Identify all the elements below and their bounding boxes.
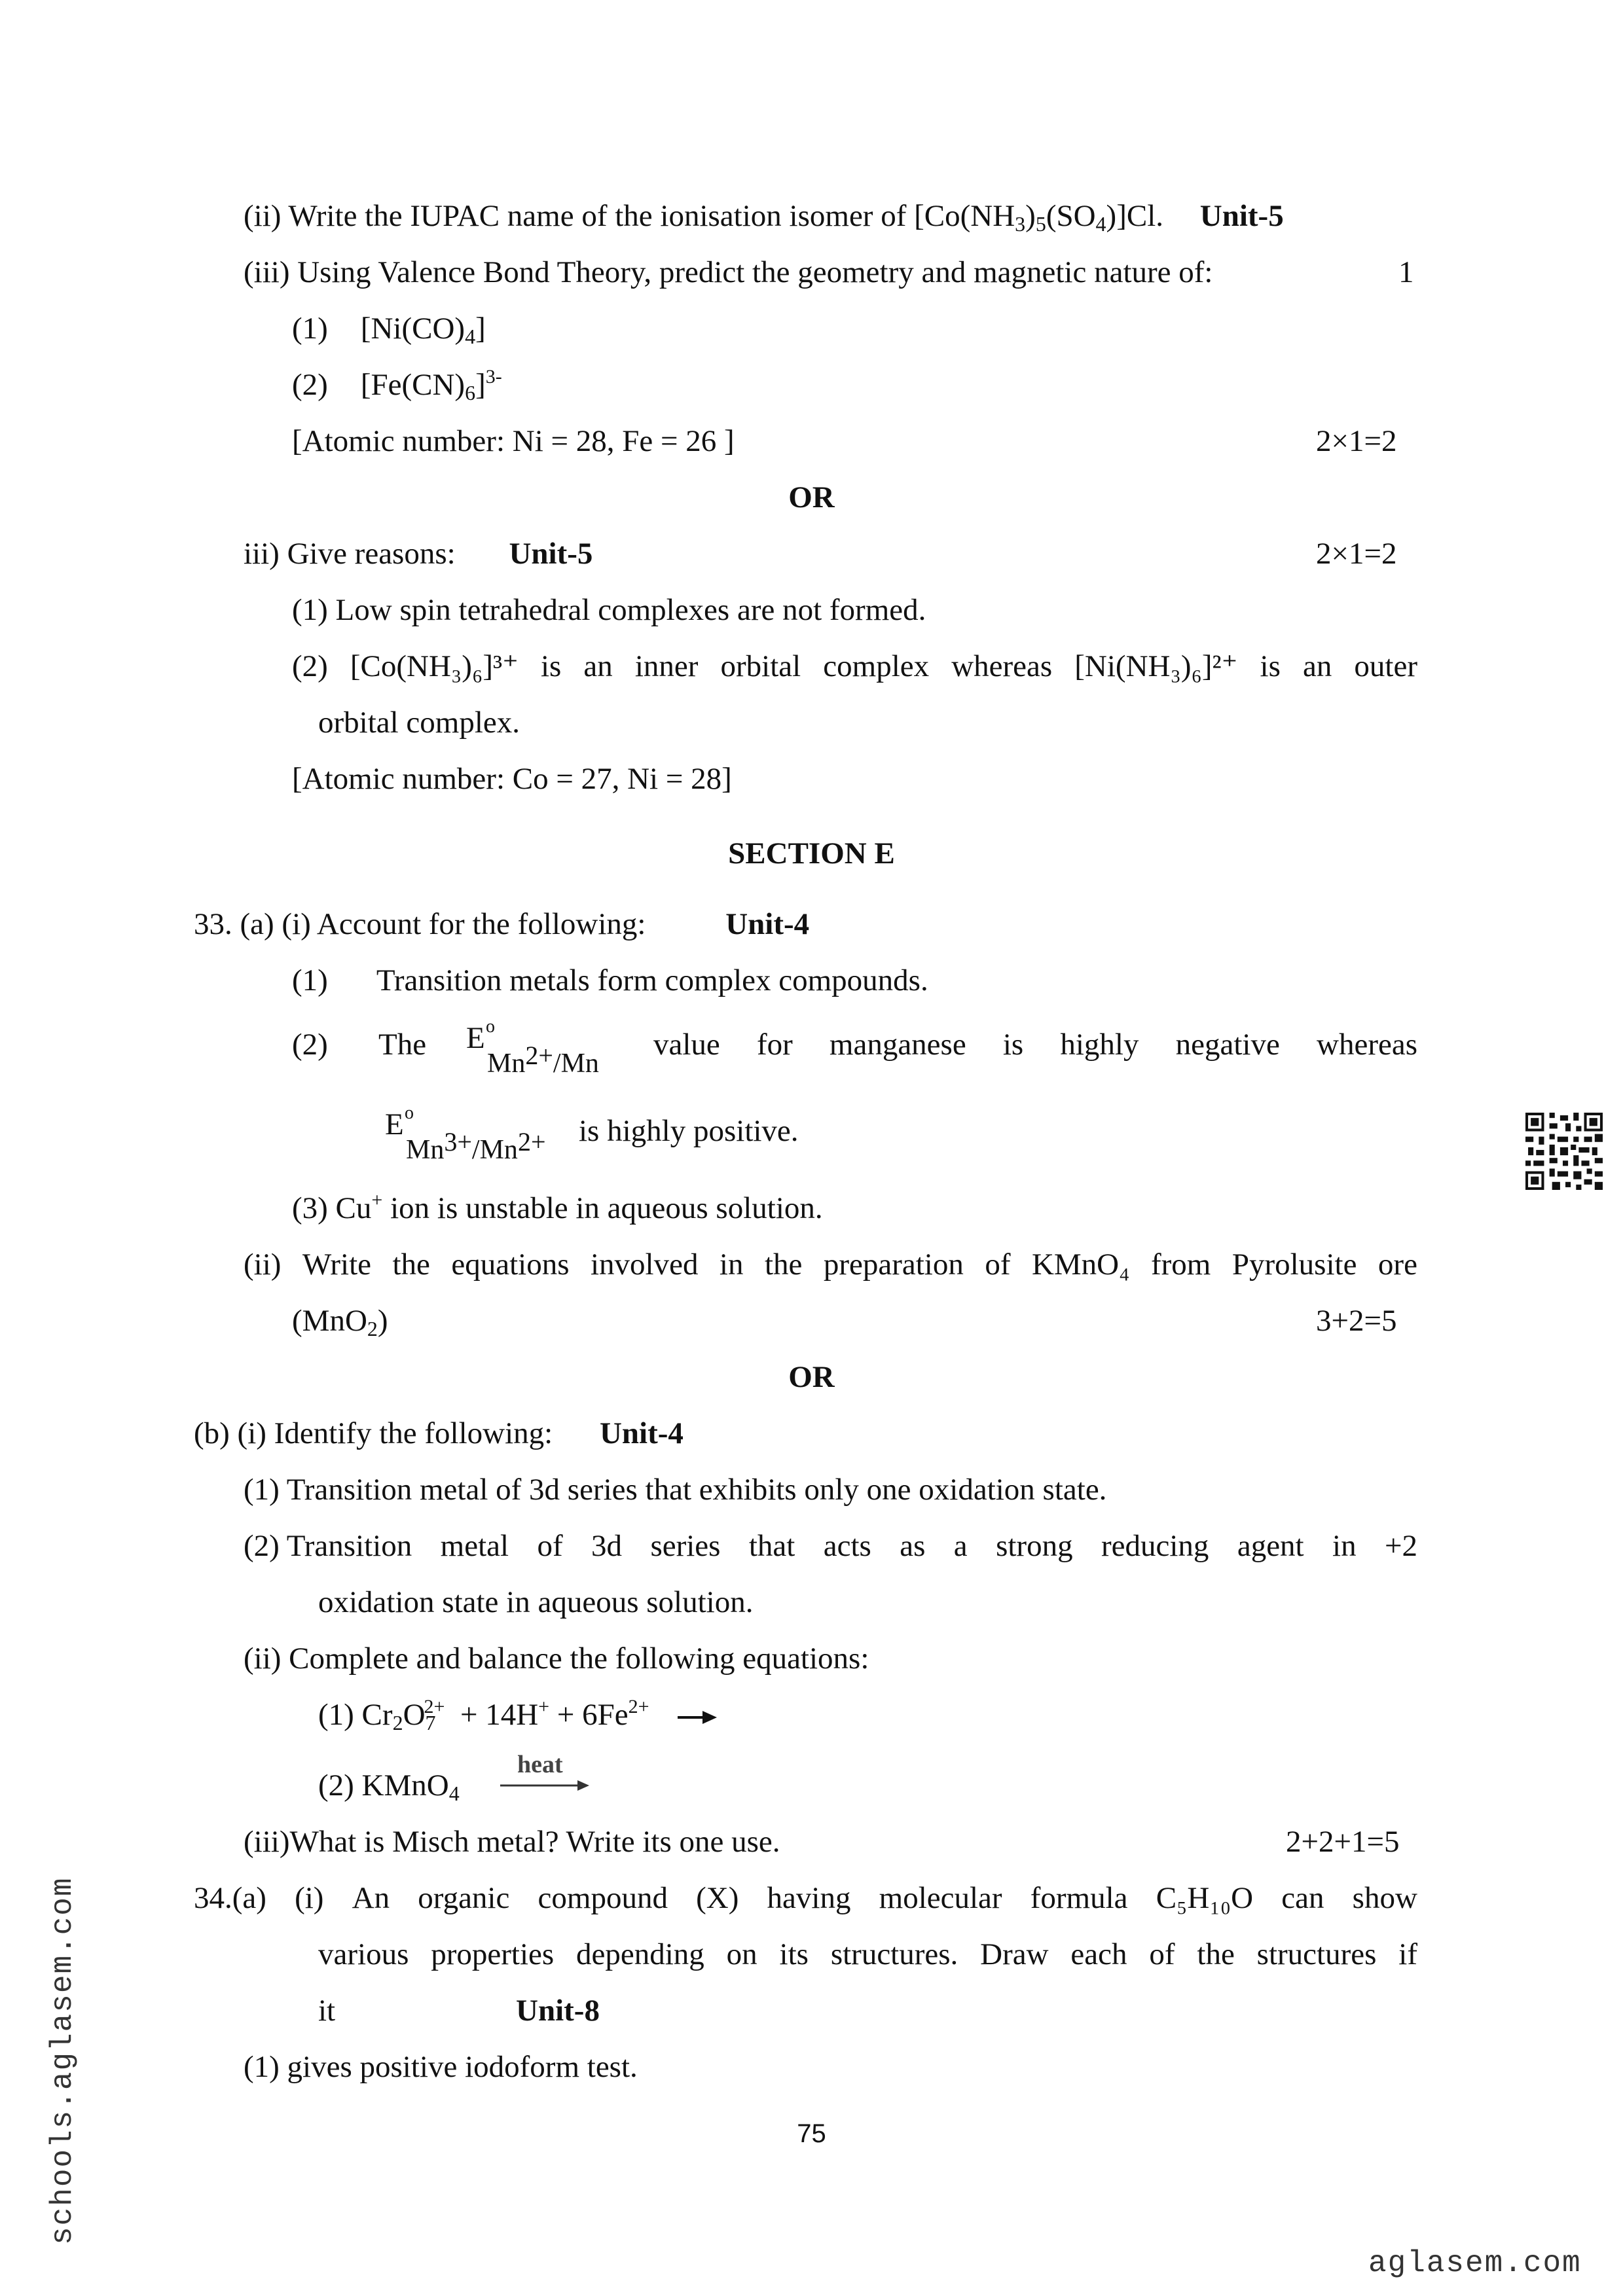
text: ] bbox=[475, 368, 486, 402]
q33a-marks: 3+2=5 bbox=[1316, 1304, 1397, 1338]
word: (2) bbox=[292, 649, 328, 683]
item-number: (1) bbox=[292, 963, 328, 997]
text: (b) (i) Identify the following: bbox=[194, 1416, 553, 1450]
word: inner bbox=[634, 649, 699, 683]
word: strong bbox=[996, 1529, 1073, 1563]
q34a-line3-it: it bbox=[318, 1994, 336, 2028]
q33b-line bbox=[194, 1415, 684, 1452]
word: is bbox=[540, 649, 562, 683]
word: for bbox=[756, 1028, 793, 1062]
sub: 6 bbox=[465, 381, 476, 404]
word: is bbox=[1260, 649, 1281, 683]
q33b-item2-cont: oxidation state in aqueous solution. bbox=[318, 1585, 754, 1619]
or-divider: OR bbox=[788, 1360, 835, 1394]
q32-iii-alt-marks: 2×1=2 bbox=[1316, 537, 1397, 571]
q33a-item3 bbox=[292, 1190, 823, 1227]
word: if bbox=[1398, 1937, 1417, 1971]
or-divider: OR bbox=[788, 480, 835, 514]
symbol: E bbox=[466, 1021, 485, 1055]
charge: 3+ bbox=[444, 1127, 472, 1157]
word: (ii) bbox=[244, 1247, 282, 1282]
word: involved bbox=[590, 1247, 699, 1282]
text: )]Cl. bbox=[1106, 199, 1164, 233]
sub: 3 bbox=[1015, 212, 1026, 236]
word: formula bbox=[1030, 1881, 1128, 1915]
sup: + bbox=[371, 1189, 383, 1211]
word: of bbox=[537, 1529, 563, 1563]
q33b-marks: 2+2+1=5 bbox=[1286, 1825, 1400, 1859]
degree: o bbox=[486, 1016, 495, 1037]
word: molecular bbox=[879, 1881, 1002, 1915]
sub: 4 bbox=[1095, 212, 1106, 236]
q33b-item2 bbox=[244, 1528, 1417, 1564]
word: compound bbox=[538, 1881, 668, 1915]
word: 3d bbox=[591, 1529, 623, 1563]
sup: 3- bbox=[485, 366, 502, 387]
electrode-potential-2 bbox=[385, 1103, 414, 1143]
word: C₅H₁₀O bbox=[1156, 1881, 1254, 1915]
text: /Mn bbox=[553, 1049, 599, 1079]
q33b-ii-line: (ii) Complete and balance the following equations: bbox=[244, 1641, 869, 1676]
word: [Ni(NH₃)₆]²⁺ bbox=[1074, 649, 1238, 683]
watermark-side[interactable]: schools.aglasem.com bbox=[46, 1876, 80, 2245]
q33a-item2-end: is highly positive. bbox=[579, 1114, 799, 1148]
text: ) bbox=[1025, 199, 1036, 233]
word: its bbox=[779, 1937, 809, 1971]
q33a-line bbox=[194, 906, 809, 942]
q32-iii-marks: 2×1=2 bbox=[1316, 424, 1397, 458]
word: Pyrolusite bbox=[1231, 1247, 1357, 1282]
word: Draw bbox=[980, 1937, 1049, 1971]
sup: 2+ bbox=[628, 1696, 649, 1717]
word: various bbox=[318, 1937, 409, 1971]
word: structures bbox=[1256, 1937, 1377, 1971]
q33b-eq2 bbox=[318, 1767, 460, 1804]
e-standard bbox=[385, 1103, 414, 1143]
sub: 5 bbox=[1035, 212, 1046, 236]
word: value bbox=[653, 1028, 720, 1062]
electrode-potential-1-sub bbox=[487, 1041, 599, 1080]
q32-iii-alt-item1: (1) Low spin tetrahedral complexes are not formed. bbox=[292, 593, 926, 627]
q32-ii-line bbox=[244, 198, 1284, 234]
q33a-item2-words bbox=[653, 1026, 1417, 1063]
unit-label: Unit-4 bbox=[725, 907, 810, 941]
word: (i) bbox=[295, 1881, 324, 1915]
text: (1) Cr bbox=[318, 1698, 393, 1732]
q32-iii-line: (iii) Using Valence Bond Theory, predict the geometry and magnetic nature of: bbox=[244, 255, 1213, 289]
q32-iii-mark: 1 bbox=[1398, 255, 1414, 289]
q33a-ii-cont bbox=[292, 1302, 388, 1339]
unit-label: Unit-4 bbox=[599, 1416, 684, 1450]
heat-label: heat bbox=[517, 1751, 563, 1778]
word: whereas bbox=[1317, 1028, 1417, 1062]
e-standard bbox=[466, 1016, 495, 1056]
q34a-line2 bbox=[318, 1936, 1417, 1973]
word: metal bbox=[440, 1529, 509, 1563]
word: is bbox=[1002, 1028, 1024, 1062]
word: (X) bbox=[696, 1881, 739, 1915]
qr-code-icon[interactable] bbox=[1525, 1113, 1603, 1190]
q33b-item1: (1) Transition metal of 3d series that exhibits only one oxidation state. bbox=[244, 1473, 1107, 1507]
word: of bbox=[985, 1247, 1011, 1282]
item-number: (2) bbox=[292, 368, 328, 402]
unit-label: Unit-5 bbox=[1199, 199, 1284, 233]
sub: 4 bbox=[448, 1782, 460, 1805]
text: Mn bbox=[406, 1135, 445, 1165]
word: an bbox=[1302, 649, 1332, 683]
q34a-line1 bbox=[194, 1880, 1417, 1916]
word: acts bbox=[823, 1529, 871, 1563]
text: ) bbox=[377, 1304, 388, 1338]
word: the bbox=[1197, 1937, 1235, 1971]
word: each bbox=[1070, 1937, 1127, 1971]
q33a-item1 bbox=[292, 962, 928, 999]
q33a-item2-the: The bbox=[378, 1028, 427, 1062]
text: O bbox=[403, 1698, 426, 1732]
text: iii) Give reasons: bbox=[244, 537, 456, 571]
symbol: E bbox=[385, 1107, 404, 1141]
text: (3) Cu bbox=[292, 1191, 372, 1225]
q32-iii-alt-line bbox=[244, 535, 593, 572]
sub: 2 bbox=[392, 1711, 403, 1734]
sub: 2 bbox=[367, 1317, 378, 1340]
word: show bbox=[1352, 1881, 1417, 1915]
text: (ii) Write the IUPAC name of the ionisation isomer of [Co(NH bbox=[244, 199, 1015, 233]
charge: 2+ bbox=[517, 1127, 546, 1157]
word: that bbox=[748, 1529, 795, 1563]
word: negative bbox=[1175, 1028, 1280, 1062]
q33b-iii-line: (iii)What is Misch metal? Write its one use. bbox=[244, 1825, 780, 1859]
word: having bbox=[767, 1881, 851, 1915]
section-heading: SECTION E bbox=[728, 836, 895, 870]
word: series bbox=[650, 1529, 721, 1563]
q32-iii-atomic: [Atomic number: Ni = 28, Fe = 26 ] bbox=[292, 424, 735, 458]
word: manganese bbox=[829, 1028, 966, 1062]
word: the bbox=[392, 1247, 430, 1282]
word: equations bbox=[451, 1247, 570, 1282]
q32-iii-alt-item2-cont: orbital complex. bbox=[318, 706, 520, 740]
word: orbital bbox=[720, 649, 801, 683]
text: (2) KMnO bbox=[318, 1768, 449, 1803]
q32-iii-alt-item2 bbox=[292, 648, 1417, 685]
q34a-item1: (1) gives positive iodoform test. bbox=[244, 2050, 638, 2084]
q32-iii-item1 bbox=[292, 310, 486, 347]
q34a-unit: Unit-8 bbox=[516, 1994, 600, 2028]
word: +2 bbox=[1384, 1529, 1417, 1563]
text: + 6Fe bbox=[549, 1698, 629, 1732]
q33a-ii-line bbox=[244, 1246, 1417, 1283]
word: depending bbox=[576, 1937, 704, 1971]
word: as bbox=[900, 1529, 926, 1563]
sup: + bbox=[538, 1696, 550, 1717]
unit-label: Unit-5 bbox=[509, 537, 593, 571]
text: (SO bbox=[1046, 199, 1096, 233]
text: ion is unstable in aqueous solution. bbox=[382, 1191, 823, 1225]
page-number: 75 bbox=[797, 2119, 826, 2148]
word: agent bbox=[1237, 1529, 1304, 1563]
text: + 14H bbox=[445, 1698, 539, 1732]
degree: o bbox=[405, 1103, 414, 1123]
electrode-potential-2-sub bbox=[406, 1127, 546, 1166]
word: highly bbox=[1060, 1028, 1139, 1062]
word: reducing bbox=[1101, 1529, 1209, 1563]
word: KMnO₄ bbox=[1031, 1247, 1130, 1282]
q33b-eq1 bbox=[318, 1696, 718, 1733]
word: organic bbox=[418, 1881, 510, 1915]
electrode-potential-1 bbox=[466, 1016, 495, 1056]
word: can bbox=[1281, 1881, 1324, 1915]
word: structures. bbox=[830, 1937, 958, 1971]
watermark-bottom[interactable]: aglasem.com bbox=[1368, 2246, 1582, 2280]
item-number: (1) bbox=[292, 312, 328, 346]
sub: 4 bbox=[465, 325, 476, 348]
text: Mn bbox=[487, 1049, 526, 1079]
charge: 2+ bbox=[525, 1041, 553, 1070]
text: (MnO bbox=[292, 1304, 367, 1338]
q33a-item2-num: (2) bbox=[292, 1028, 328, 1062]
word: the bbox=[764, 1247, 803, 1282]
word: properties bbox=[431, 1937, 555, 1971]
text: 33. (a) (i) Account for the following: bbox=[194, 907, 646, 941]
word: whereas bbox=[951, 649, 1053, 683]
text: [Fe(CN) bbox=[360, 368, 465, 402]
text: /Mn bbox=[471, 1135, 518, 1165]
q32-iii-alt-atomic: [Atomic number: Co = 27, Ni = 28] bbox=[292, 762, 732, 796]
word: a bbox=[953, 1529, 968, 1563]
word: 34.(a) bbox=[194, 1881, 266, 1915]
text: ] bbox=[475, 312, 486, 346]
word: [Co(NH₃)₆]³⁺ bbox=[350, 649, 519, 683]
word: on bbox=[726, 1937, 757, 1971]
word: in bbox=[719, 1247, 744, 1282]
word: ore bbox=[1377, 1247, 1417, 1282]
text: [Ni(CO) bbox=[360, 312, 465, 346]
word: preparation bbox=[823, 1247, 964, 1282]
q32-iii-item2 bbox=[292, 367, 502, 403]
word: outer bbox=[1354, 649, 1417, 683]
text: Transition metals form complex compounds. bbox=[376, 963, 928, 997]
word: (2) Transition bbox=[244, 1529, 412, 1563]
sub: 7 bbox=[425, 1711, 436, 1734]
word: in bbox=[1332, 1529, 1357, 1563]
word: Write bbox=[302, 1247, 371, 1282]
word: An bbox=[352, 1881, 390, 1915]
word: of bbox=[1149, 1937, 1175, 1971]
sup: 2+ bbox=[424, 1696, 445, 1717]
word: complex bbox=[823, 649, 930, 683]
word: from bbox=[1150, 1247, 1211, 1282]
reaction-arrow-icon bbox=[676, 1708, 718, 1727]
word: an bbox=[583, 649, 613, 683]
heat-arrow-icon bbox=[499, 1778, 591, 1793]
